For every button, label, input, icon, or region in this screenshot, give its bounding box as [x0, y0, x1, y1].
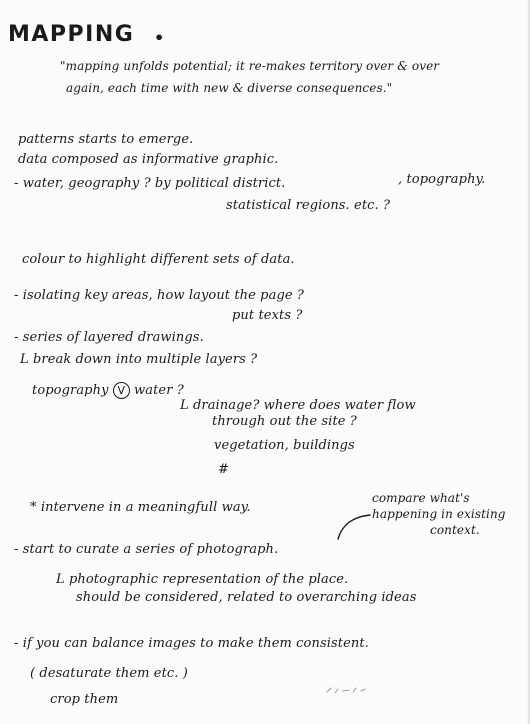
note-line: L drainage? where does water flow [180, 398, 416, 413]
note-line [32, 382, 184, 399]
quote-line-2: again, each time with new & diverse consequences." [66, 81, 393, 95]
note-line: ( desaturate them etc. ) [30, 666, 188, 681]
note-line: statistical regions. etc. ? [226, 198, 391, 213]
pencil-scribble-mark [325, 684, 371, 696]
note-line: L photographic representation of the place. [56, 572, 349, 587]
note-line: - series of layered drawings. [14, 330, 204, 345]
note-line: - start to curate a series of photograph. [14, 542, 279, 557]
side-note-line: context. [430, 523, 480, 537]
circled-v-mark: V [113, 382, 130, 399]
note-line: data composed as informative graphic. [18, 152, 279, 167]
note-line: - isolating key areas, how layout the page ? [14, 288, 304, 303]
quote-line-1: "mapping unfolds potential; it re-makes territory over & over [60, 59, 440, 73]
note-line: # [218, 462, 229, 477]
note-line: - if you can balance images to make them consistent. [14, 636, 369, 651]
side-note-line: happening in existing [372, 507, 506, 521]
note-text: water ? [134, 383, 184, 398]
note-line: through out the site ? [212, 414, 357, 429]
note-line: colour to highlight different sets of data. [22, 252, 295, 267]
note-text: topography [32, 383, 109, 398]
connector-stroke [336, 511, 396, 541]
note-line: , topography. [398, 172, 486, 187]
note-line: L break down into multiple layers ? [20, 352, 258, 367]
title-dot: • [154, 28, 165, 47]
note-line: * intervene in a meaningfull way. [30, 500, 251, 515]
note-line: put texts ? [232, 308, 303, 323]
note-line: - water, geography ? by political district. [14, 176, 286, 191]
note-line: crop them [50, 692, 119, 707]
note-line: patterns starts to emerge. [18, 132, 194, 147]
note-line: vegetation, buildings [214, 438, 355, 453]
side-note-line: compare what's [372, 491, 470, 505]
page-title: MAPPING [8, 22, 135, 47]
note-line: should be considered, related to overarching ideas [76, 590, 417, 605]
